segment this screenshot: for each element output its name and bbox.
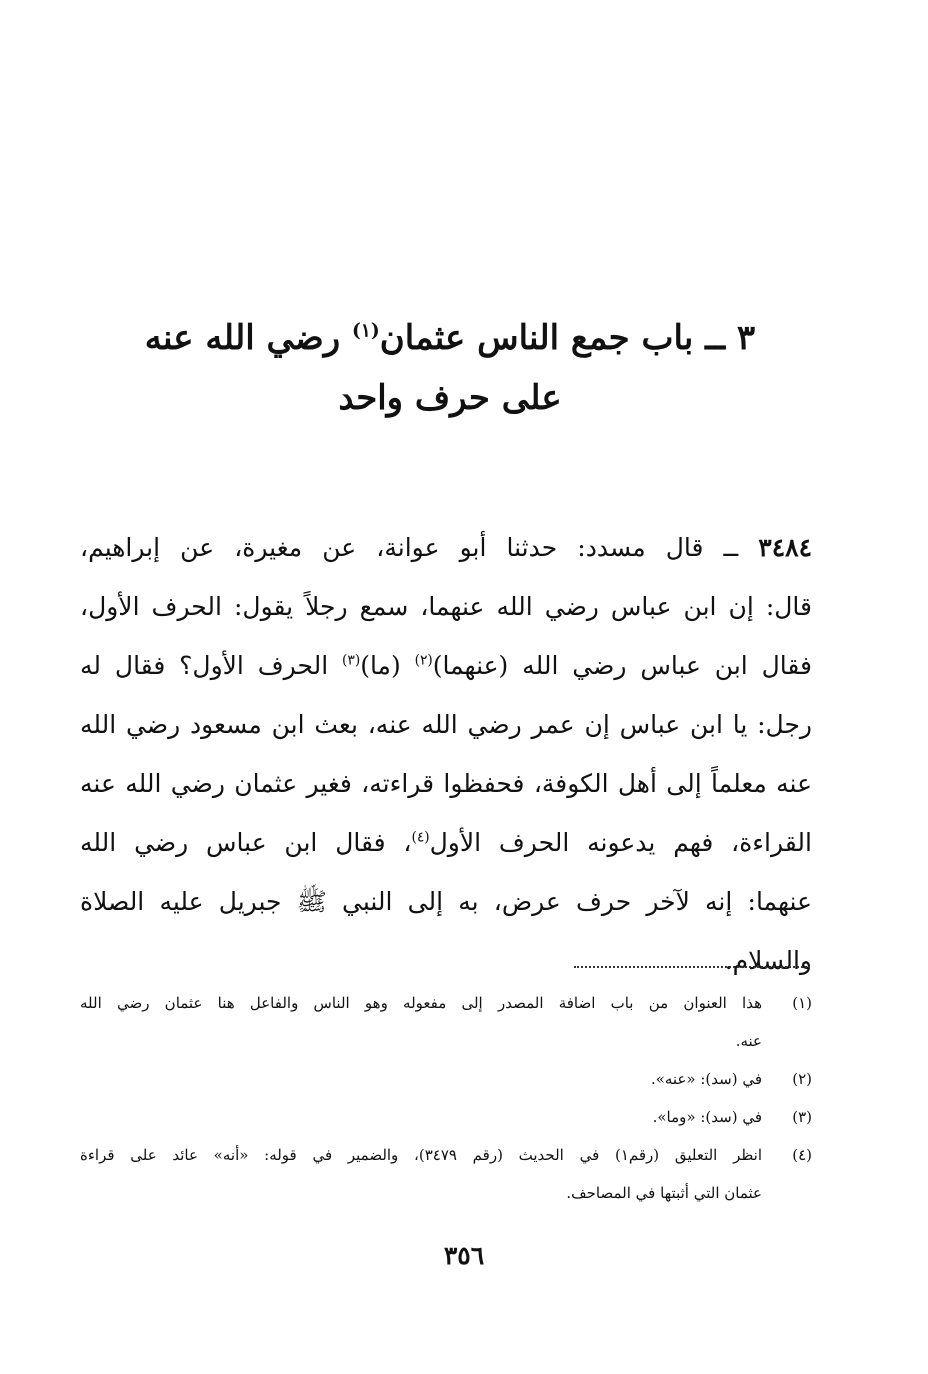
footnote-separator <box>574 966 810 968</box>
hadith-line: القراءة، فهم يدعونه الحرف الأول$^{(٤)}$، فقال ابن عباس رضي الله <box>80 828 812 857</box>
footnote-2 <box>80 1060 812 1098</box>
footnote-1 <box>80 984 812 1060</box>
hadith-line: ٣٤٨٤ ــ قال مسدد: حدثنا أبو عوانة، عن مغيرة، عن إبراهيم، <box>80 533 812 562</box>
footnote-number: (١) <box>792 994 812 1012</box>
hadith-text <box>80 518 812 990</box>
footnote-4 <box>80 1136 812 1212</box>
hadith-number: ٣٤٨٤ <box>758 533 812 562</box>
chapter-title-text: ٣ ــ باب جمع الناس عثمان <box>379 318 756 358</box>
footnote-text: عثمان التي أثبتها في المصاحف. <box>566 1184 762 1202</box>
footnote-ref-2[interactable]: (٢) <box>414 652 433 669</box>
footnote-number: (٣) <box>792 1108 812 1126</box>
chapter-subtitle: على حرف واحد <box>338 378 562 418</box>
footnote-text: هذا العنوان من باب اضافة المصدر إلى مفعوله وهو الناس والفاعل هنا عثمان رضي الله <box>80 994 762 1012</box>
footnotes <box>80 984 812 1212</box>
hadith-line: فقال ابن عباس رضي الله (عنهما)$^{(٢)}$ (ما)$^{(٣)}$ الحرف الأول؟ فقال له <box>80 651 812 680</box>
hadith-line: عنه معلماً إلى أهل الكوفة، فحفظوا قراءته، فغير عثمان رضي الله عنه <box>80 769 812 798</box>
footnote-text: في (سد): «عنه». <box>650 1070 762 1088</box>
footnote-text: انظر التعليق (رقم١) في الحديث (رقم ٣٤٧٩)، والضمير في قوله: «أنه» عائد على قراءة <box>80 1146 762 1164</box>
hadith-line: قال: إن ابن عباس رضي الله عنهما، سمع رجلاً يقول: الحرف الأول، <box>80 592 812 621</box>
footnote-3 <box>80 1098 812 1136</box>
footnote-text: في (سد): «وما». <box>652 1108 762 1126</box>
hadith-line: والسلام. <box>724 946 812 975</box>
chapter-title-text-end: رضي الله عنه <box>144 318 353 358</box>
footnote-text: عنه. <box>735 1032 762 1050</box>
hadith-line: عنهما: إنه لآخر حرف عرض، به إلى النبي ﷺ جبريل عليه الصلاة <box>80 887 812 916</box>
footnote-number: (٤) <box>792 1146 812 1164</box>
footnote-ref-4[interactable]: (٤) <box>411 829 430 846</box>
page-number: ٣٥٦ <box>443 1241 485 1270</box>
chapter-title <box>140 308 760 368</box>
footnote-number: (٢) <box>792 1070 812 1088</box>
footnote-ref-1[interactable]: (١) <box>352 319 380 342</box>
footnote-ref-3[interactable]: (٣) <box>342 652 361 669</box>
hadith-line: رجل: يا ابن عباس إن عمر رضي الله عنه، بعث ابن مسعود رضي الله <box>80 710 812 739</box>
